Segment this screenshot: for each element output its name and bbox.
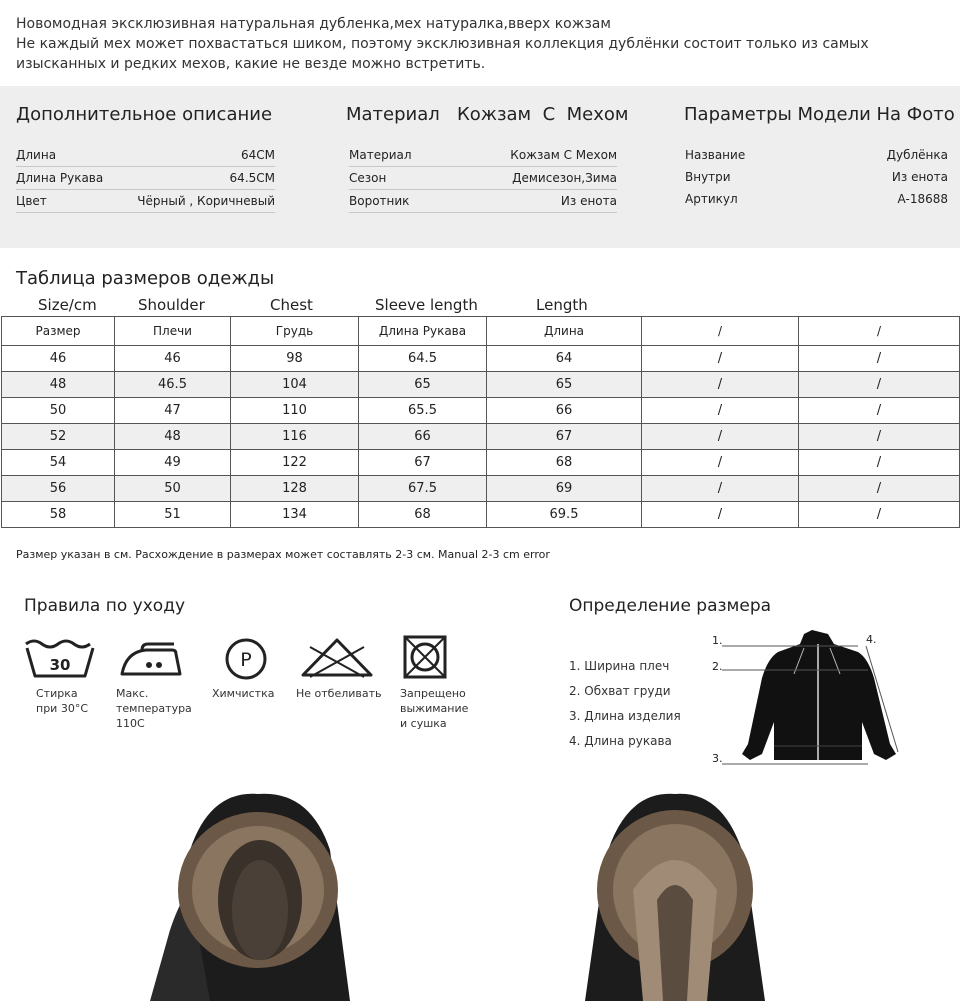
size-table-header-row (2, 317, 960, 346)
size-table-cell: 46 (115, 346, 231, 372)
size-table-cell: / (799, 346, 960, 372)
size-table-cell: / (642, 372, 799, 398)
size-table-cell: 65.5 (359, 398, 487, 424)
size-table-cell: 69.5 (487, 502, 642, 528)
size-table-header-cell: / (642, 317, 799, 346)
care-title: Правила по уходу (24, 596, 186, 616)
en-header-chest: Chest (270, 296, 313, 314)
size-table-cell: / (642, 398, 799, 424)
size-table-cell: 134 (231, 502, 359, 528)
param-value: Дублёнка (886, 148, 948, 162)
size-table-cell: / (799, 424, 960, 450)
measure-item-length: 3. Длина изделия (569, 709, 681, 723)
material-title: Материал Кожзам С Мехом (346, 104, 629, 125)
iron-icon (118, 640, 184, 680)
size-table-cell: / (799, 476, 960, 502)
size-table-header-cell: Грудь (231, 317, 359, 346)
size-note: Размер указан в см. Расхождение в размерах может составлять 2-3 см. Manual 2-3 cm error (16, 548, 550, 561)
measure-item-sleeve: 4. Длина рукава (569, 734, 672, 748)
care-label-line: Стирка (36, 687, 78, 700)
marker-4: 4. (866, 633, 877, 646)
jacket-photo-right (575, 790, 775, 1001)
size-table-cell: 128 (231, 476, 359, 502)
size-table-cell: 54 (2, 450, 115, 476)
wash-30-icon (24, 636, 96, 680)
additional-description-table (16, 144, 275, 213)
param-key: Цвет (16, 190, 116, 213)
care-label-line: Не отбеливать (296, 687, 382, 700)
size-table-cell: / (799, 502, 960, 528)
param-row (349, 167, 617, 190)
size-table-row (2, 346, 960, 372)
param-key: Длина Рукава (16, 167, 116, 190)
size-table-row (2, 450, 960, 476)
param-value: Чёрный , Коричневый (116, 190, 275, 213)
size-table-cell: 67 (359, 450, 487, 476)
size-table-header-cell: Размер (2, 317, 115, 346)
parameters-panel (0, 86, 960, 248)
param-key: Длина (16, 144, 116, 167)
model-params-title: Параметры Модели На Фото (684, 104, 955, 125)
care-label-dry-clean (212, 686, 274, 701)
intro-text (16, 14, 946, 74)
param-key: Сезон (349, 167, 448, 190)
size-table-cell: 65 (487, 372, 642, 398)
size-table-cell: 66 (487, 398, 642, 424)
size-table-cell: 67 (487, 424, 642, 450)
care-label-line: при 30°C (36, 702, 88, 715)
size-table-cell: 50 (2, 398, 115, 424)
care-label-line: 110С (116, 717, 145, 730)
size-table-cell: / (799, 372, 960, 398)
size-table-cell: 56 (2, 476, 115, 502)
intro-line-2: Не каждый мех может похвастаться шиком, поэтому эксклюзивная коллекция дублёнки состоит только из самых изысканных и редких мехов, какие не везде можно встретить. (16, 36, 869, 72)
param-value: A-18688 (897, 192, 948, 206)
size-table-header-cell: Длина (487, 317, 642, 346)
size-table-cell: 68 (487, 450, 642, 476)
size-table-header-cell: / (799, 317, 960, 346)
material-table (349, 144, 617, 213)
en-header-length: Length (536, 296, 588, 314)
size-table-cell: 52 (2, 424, 115, 450)
size-table-cell: 116 (231, 424, 359, 450)
additional-description-title: Дополнительное описание (16, 104, 273, 125)
care-label-line: Химчистка (212, 687, 275, 700)
dry-clean-p-icon (224, 637, 268, 681)
care-label-iron (116, 686, 192, 731)
marker-1: 1. (712, 634, 723, 647)
size-table-cell: 64 (487, 346, 642, 372)
param-key: Материал (349, 144, 448, 167)
care-label-wash (36, 686, 88, 716)
param-row (16, 190, 275, 213)
size-table-cell: 47 (115, 398, 231, 424)
jacket-measure-diagram (708, 626, 908, 776)
param-value: 64CM (116, 144, 275, 167)
size-table-cell: 49 (115, 450, 231, 476)
size-table-cell: / (642, 346, 799, 372)
care-label-line: температура (116, 702, 192, 715)
param-row (685, 188, 948, 210)
size-table-cell: / (799, 398, 960, 424)
param-value: Из енота (891, 170, 948, 184)
care-label-no-bleach (296, 686, 382, 701)
size-table-cell: 46.5 (115, 372, 231, 398)
size-table-header-cell: Плечи (115, 317, 231, 346)
param-key: Артикул (685, 192, 738, 206)
size-table-cell: 104 (231, 372, 359, 398)
size-table-title: Таблица размеров одежды (16, 268, 275, 289)
param-row (349, 190, 617, 213)
marker-3: 3. (712, 752, 723, 765)
size-table-row (2, 372, 960, 398)
size-table-row (2, 424, 960, 450)
svg-text:P: P (240, 649, 252, 671)
size-table-cell: 122 (231, 450, 359, 476)
size-table-cell: 64.5 (359, 346, 487, 372)
param-key: Название (685, 148, 746, 162)
size-guide-title: Определение размера (569, 596, 772, 616)
size-table-row (2, 398, 960, 424)
size-table-cell: 46 (2, 346, 115, 372)
size-table-cell: 69 (487, 476, 642, 502)
param-row (16, 144, 275, 167)
size-table-cell: 65 (359, 372, 487, 398)
size-table-cell: / (799, 450, 960, 476)
size-table-row (2, 502, 960, 528)
size-table-cell: 67.5 (359, 476, 487, 502)
param-value: Кожзам С Мехом (448, 144, 617, 167)
size-table-cell: 51 (115, 502, 231, 528)
size-table-cell: 66 (359, 424, 487, 450)
size-table-cell: 50 (115, 476, 231, 502)
size-table-cell: 48 (2, 372, 115, 398)
param-value: 64.5CM (116, 167, 275, 190)
size-table-row (2, 476, 960, 502)
care-label-line: Макс. (116, 687, 149, 700)
en-header-shoulder: Shoulder (138, 296, 205, 314)
param-value: Демисезон,Зима (448, 167, 617, 190)
jacket-photo-left (150, 790, 370, 1001)
measure-item-chest: 2. Обхват груди (569, 684, 671, 698)
param-value: Из енота (448, 190, 617, 213)
size-table-cell: / (642, 502, 799, 528)
care-label-line: Запрещено (400, 687, 466, 700)
param-key: Воротник (349, 190, 448, 213)
param-row (349, 144, 617, 167)
no-bleach-icon (300, 637, 374, 679)
measure-item-shoulder: 1. Ширина плеч (569, 659, 670, 673)
param-row (685, 144, 948, 166)
en-header-sleeve: Sleeve length (375, 296, 478, 314)
care-label-no-dry (400, 686, 468, 731)
size-table-cell: 68 (359, 502, 487, 528)
no-tumble-dry-icon (402, 634, 448, 680)
wash-temp-text: 30 (49, 656, 71, 674)
size-table-cell: 58 (2, 502, 115, 528)
param-row (685, 166, 948, 188)
marker-2: 2. (712, 660, 723, 673)
model-params-table (685, 144, 948, 210)
care-label-line: и сушка (400, 717, 447, 730)
size-table-cell: / (642, 424, 799, 450)
intro-line-1: Новомодная эксклюзивная натуральная дубленка,мех натуралка,вверх кожзам (16, 16, 611, 32)
care-label-line: выжимание (400, 702, 469, 715)
size-table-english-headers (0, 296, 960, 316)
param-key: Внутри (685, 170, 731, 184)
size-table-cell: / (642, 476, 799, 502)
size-table-cell: / (642, 450, 799, 476)
param-row (16, 167, 275, 190)
size-table-cell: 98 (231, 346, 359, 372)
size-table-header-cell: Длина Рукава (359, 317, 487, 346)
size-table-cell: 110 (231, 398, 359, 424)
en-header-size: Size/cm (38, 296, 97, 314)
size-table-cell: 48 (115, 424, 231, 450)
size-table (1, 316, 960, 528)
